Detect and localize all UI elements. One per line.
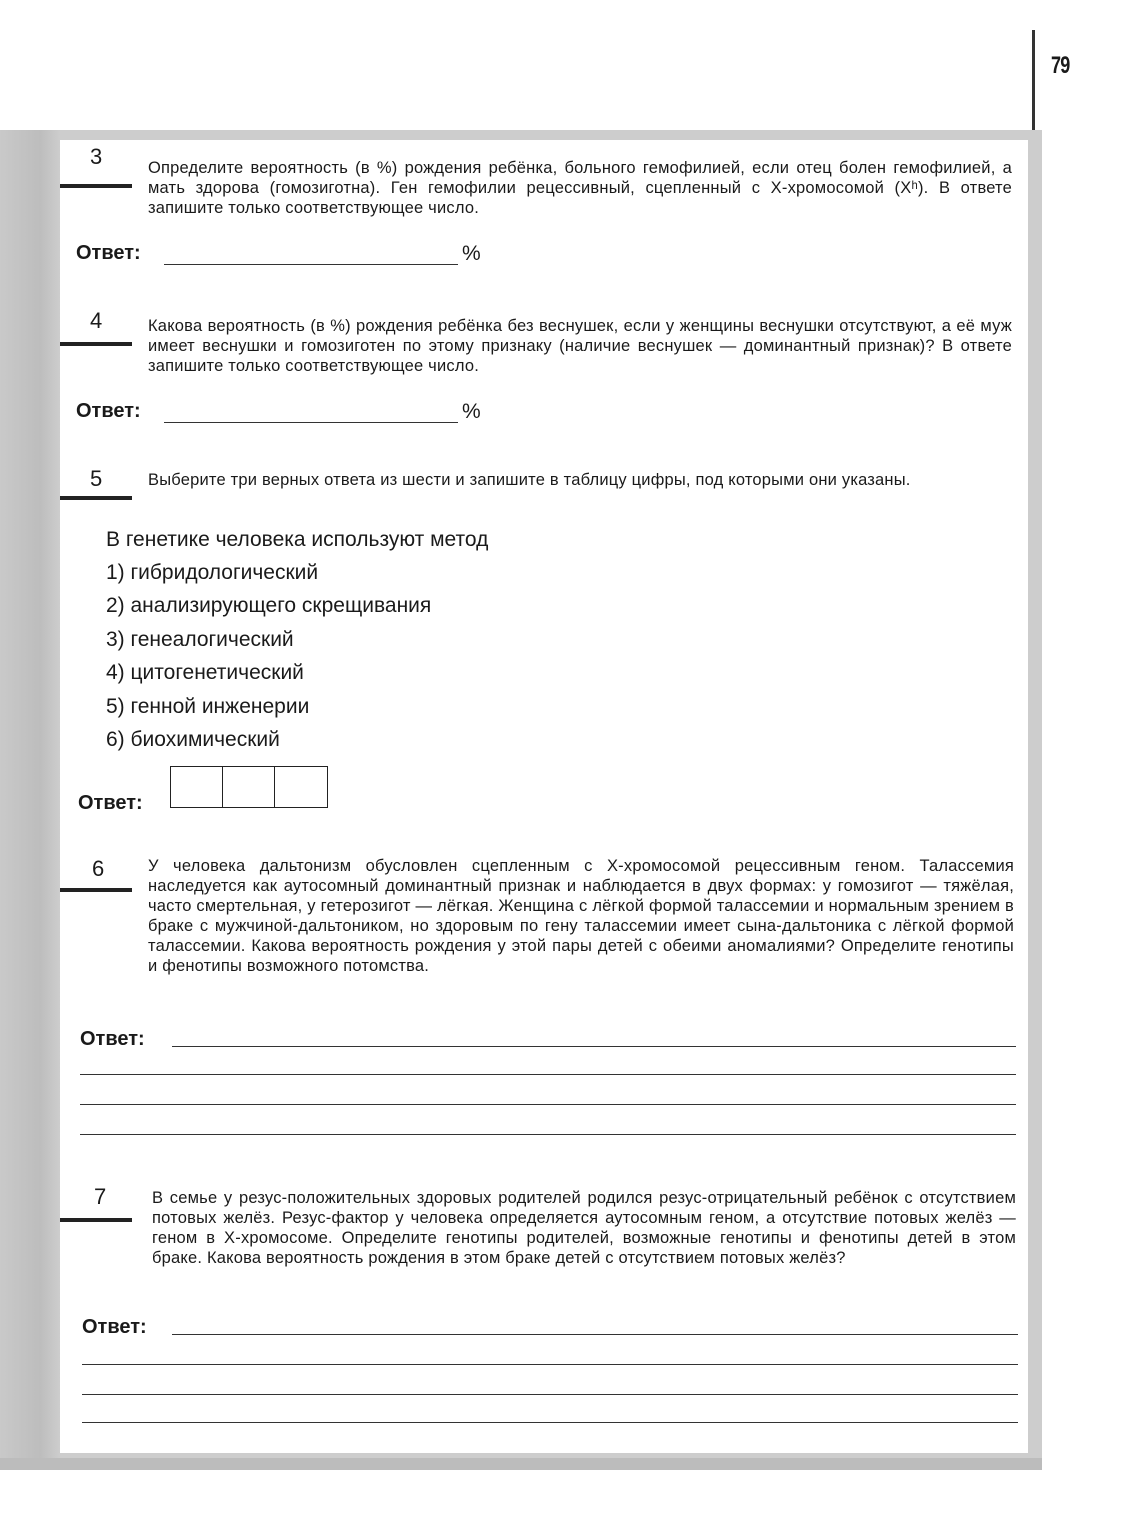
task-text: Определите вероятность (в %) рождения ребёнка, больного гемофилией, если отец болен гемофилией, а мать здорова (гомозиготна). Ген гемофилии рецессивный, сцепленный с X-хромосомой (Xʰ). В ответе запишите только соответствующее число. <box>148 159 1012 217</box>
answer-line[interactable] <box>82 1364 1018 1365</box>
page-number: 79 <box>1051 52 1070 79</box>
task-number: 7 <box>94 1184 107 1209</box>
option-3: 3) генеалогический <box>106 628 294 651</box>
answer-label: Ответ: <box>80 1028 145 1050</box>
answer-line[interactable] <box>82 1422 1018 1423</box>
task-number-rule <box>60 184 132 188</box>
task-number: 5 <box>90 466 103 491</box>
answer-line[interactable] <box>80 1074 1016 1075</box>
task-number: 4 <box>90 308 103 333</box>
task-text: В семье у резус-положительных здоровых родителей родился резус-отрицательный ребёнок с отсутствием потовых желёз. Резус-фактор у человека определяется аутосомным геном, а отсутствие потовых желёз — геном в X-хромосоме. Определите генотипы родителей, возможные генотипы и фенотипы детей в этом браке. Какова вероятность рождения в этом браке детей с отсутствием потовых желёз? <box>152 1189 1016 1267</box>
answer-label: Ответ: <box>76 242 141 264</box>
option-5: 5) генной инженерии <box>106 695 310 718</box>
option-1: 1) гибридологический <box>106 561 319 584</box>
task-number-rule <box>60 342 132 346</box>
answer-label: Ответ: <box>82 1316 147 1338</box>
answer-label: Ответ: <box>78 792 143 814</box>
task-number: 3 <box>90 144 103 169</box>
answer-line[interactable] <box>82 1394 1018 1395</box>
answer-line[interactable] <box>172 1334 1018 1335</box>
answer-line[interactable] <box>172 1046 1016 1047</box>
question-stem: В генетике человека используют метод <box>106 528 489 551</box>
percent-sign: % <box>462 242 481 265</box>
answer-line[interactable] <box>164 422 458 423</box>
task-number: 6 <box>92 856 105 881</box>
answer-label: Ответ: <box>76 400 141 422</box>
task-text: Какова вероятность (в %) рождения ребёнка без веснушек, если у женщины веснушки отсутствуют, а её муж имеет веснушки и гомозиготен по этому признаку (наличие веснушек — доминантный признак)? В ответе запишите только соответствующее число. <box>148 317 1012 375</box>
task-number-rule <box>60 496 132 500</box>
answer-line[interactable] <box>164 264 458 265</box>
answer-box-3[interactable] <box>275 767 327 807</box>
page-frame-bottom <box>0 1458 1042 1470</box>
task-number-rule <box>60 888 132 892</box>
answer-line[interactable] <box>80 1104 1016 1105</box>
answer-box-2[interactable] <box>223 767 275 807</box>
task-text: Выберите три верных ответа из шести и запишите в таблицу цифры, под которыми они указаны. <box>148 471 911 489</box>
answer-boxes <box>170 766 328 808</box>
page-edge-line <box>1032 30 1035 130</box>
task-text: У человека дальтонизм обусловлен сцепленным с X-хромосомой рецессивным геном. Талассемия наследуется как аутосомный доминантный признак и наблюдается в двух формах: у гомозигот — тяжёлая, часто смертельная, у гетерозигот — лёгкая. Женщина с лёгкой формой талассемии и нормальным зрением в браке с мужчиной-дальтоником, но здоровым по гену талассемии имеет сына-дальтоника с лёгкой формой талассемии. Какова вероятность рождения у этой пары детей с обеими аномалиями? Определите генотипы и фенотипы возможного потомства. <box>148 857 1014 975</box>
option-4: 4) цитогенетический <box>106 661 304 684</box>
answer-box-1[interactable] <box>171 767 223 807</box>
percent-sign: % <box>462 400 481 423</box>
content-area <box>60 140 1028 1453</box>
task-number-rule <box>60 1218 132 1222</box>
option-2: 2) анализирующего скрещивания <box>106 594 432 617</box>
option-6: 6) биохимический <box>106 728 280 751</box>
answer-line[interactable] <box>80 1134 1016 1135</box>
